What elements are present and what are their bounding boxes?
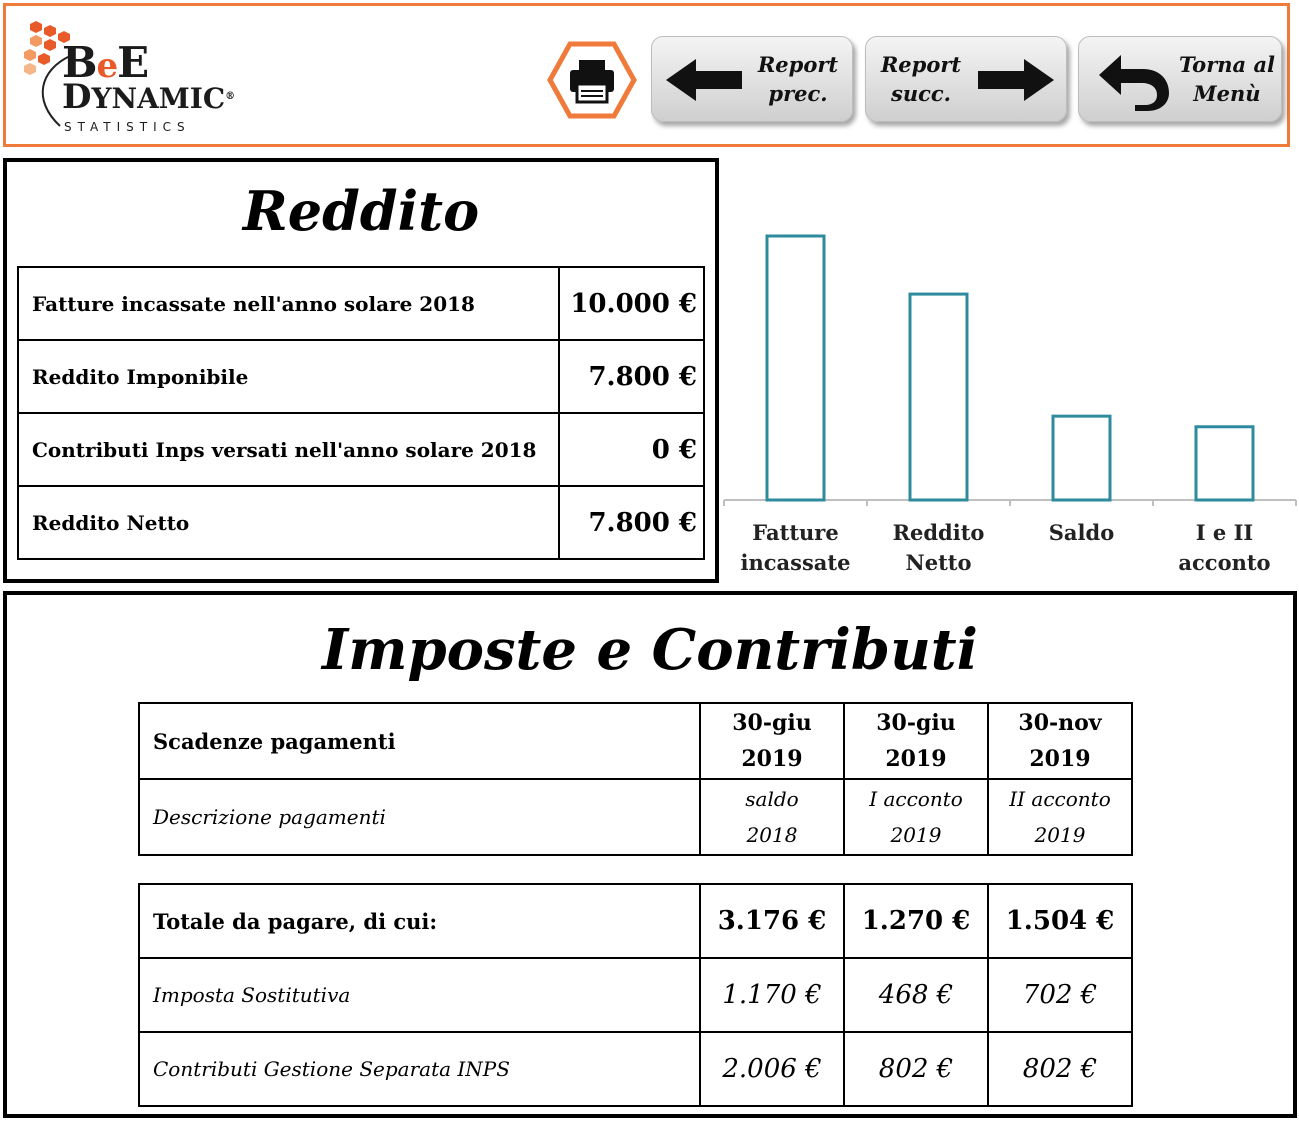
report-next-line2: succ. <box>891 81 951 106</box>
reddito-row-value: 10.000 € <box>559 267 704 340</box>
menu-line2: Menù <box>1193 81 1261 106</box>
totale-value: 3.176 € <box>700 884 844 958</box>
x-tick-label: Saldo <box>1048 520 1115 545</box>
x-tick-label: Netto <box>905 550 972 575</box>
totale-value: 1.270 € <box>844 884 988 958</box>
contributi-value: 802 € <box>988 1032 1132 1106</box>
reddito-row-label: Reddito Imponibile <box>18 340 559 413</box>
descrizione-label: Descrizione pagamenti <box>139 779 700 855</box>
x-tick-label: Reddito <box>892 520 985 545</box>
table-row <box>139 1032 1132 1106</box>
reddito-table <box>17 266 705 560</box>
descrizione-item: I acconto 2019 <box>844 779 988 855</box>
menu-line1: Torna al <box>1178 52 1276 77</box>
totali-table <box>138 883 1133 1107</box>
descrizione-item: II acconto 2019 <box>988 779 1132 855</box>
scadenza-date: 30-giu 2019 <box>844 703 988 779</box>
logo-wordmark-line1: BeE <box>62 38 149 87</box>
x-tick-label: incassate <box>740 550 851 575</box>
print-button[interactable] <box>546 40 638 120</box>
scadenze-label: Scadenze pagamenti <box>139 703 700 779</box>
imposta-label: Imposta Sostitutiva <box>139 958 700 1032</box>
reddito-row-label: Reddito Netto <box>18 486 559 559</box>
imposte-panel <box>3 591 1297 1118</box>
printer-icon <box>546 40 638 120</box>
chart-bar <box>1053 416 1110 500</box>
totale-label: Totale da pagare, di cui: <box>139 884 700 958</box>
return-arrow-icon <box>1095 51 1173 111</box>
chart-bar <box>767 236 824 500</box>
scadenze-table <box>138 702 1133 856</box>
bee-dynamic-logo <box>20 20 236 134</box>
report-prev-line1: Report <box>757 52 839 77</box>
table-row <box>139 958 1132 1032</box>
reddito-row-value: 7.800 € <box>559 340 704 413</box>
x-tick-label: Fatture <box>752 520 839 545</box>
reddito-title: Reddito <box>242 179 480 243</box>
scadenza-date: 30-giu 2019 <box>700 703 844 779</box>
chart-bar <box>910 294 967 500</box>
table-row <box>18 486 704 559</box>
table-row <box>139 779 1132 855</box>
contributi-value: 2.006 € <box>700 1032 844 1106</box>
contributi-value: 802 € <box>844 1032 988 1106</box>
report-next-button[interactable] <box>865 36 1067 122</box>
descrizione-item: saldo 2018 <box>700 779 844 855</box>
imposta-value: 468 € <box>844 958 988 1032</box>
header-bar <box>3 3 1290 147</box>
reddito-bar-chart <box>720 160 1298 585</box>
totale-value: 1.504 € <box>988 884 1132 958</box>
imposta-value: 702 € <box>988 958 1132 1032</box>
logo-wordmark-line2: DYNAMIC® <box>62 77 236 117</box>
x-tick-label: I e II <box>1195 520 1254 545</box>
scadenza-date: 30-nov 2019 <box>988 703 1132 779</box>
reddito-panel <box>3 158 719 583</box>
report-next-line1: Report <box>880 52 962 77</box>
report-prev-button[interactable] <box>651 36 853 122</box>
table-row <box>139 703 1132 779</box>
reddito-row-label: Contributi Inps versati nell'anno solare 2018 <box>18 413 559 486</box>
back-to-menu-button[interactable] <box>1078 36 1282 122</box>
reddito-row-value: 7.800 € <box>559 486 704 559</box>
imposta-value: 1.170 € <box>700 958 844 1032</box>
logo-tagline: STATISTICS <box>64 120 191 134</box>
table-row <box>18 267 704 340</box>
imposte-title: Imposte e Contributi <box>322 617 978 683</box>
report-prev-line2: prec. <box>768 81 828 106</box>
contributi-label: Contributi Gestione Separata INPS <box>139 1032 700 1106</box>
table-row <box>18 340 704 413</box>
chart-bar <box>1196 427 1253 500</box>
reddito-row-label: Fatture incassate nell'anno solare 2018 <box>18 267 559 340</box>
x-tick-label: acconto <box>1178 550 1271 575</box>
arrow-right-icon <box>976 59 1054 101</box>
arrow-left-icon <box>666 59 744 101</box>
table-row <box>18 413 704 486</box>
reddito-row-value: 0 € <box>559 413 704 486</box>
table-row <box>139 884 1132 958</box>
